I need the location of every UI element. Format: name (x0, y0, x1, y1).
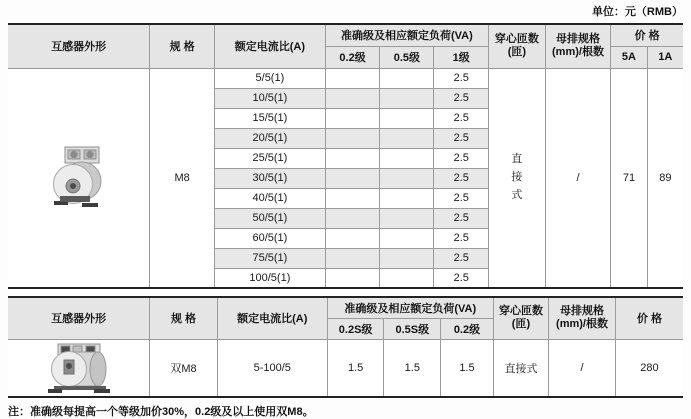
double-m8-photo-cell (8, 339, 150, 397)
class-0p2-cell (325, 168, 380, 188)
class-0p2-cell (325, 68, 380, 88)
ratio-cell: 5-100/5 (217, 339, 327, 397)
price-table-m8 (8, 23, 683, 289)
class-0p2-cell (325, 148, 380, 168)
class-1-cell: 2.5 (434, 208, 489, 228)
ratio-cell: 10/5(1) (215, 88, 326, 108)
turns-cell: 直接式 (493, 339, 548, 397)
class-0p5s-cell: 1.5 (384, 339, 441, 397)
ratio-cell: 50/5(1) (215, 208, 326, 228)
ratio-cell: 25/5(1) (215, 148, 326, 168)
header-transformer-shape: 互感器外形 (8, 24, 150, 68)
class-0p2-cell (325, 268, 380, 288)
class-0p2-cell (325, 248, 380, 268)
header-through-turns (493, 297, 548, 339)
m8-photo-cell (8, 68, 150, 288)
header-busbar-spec-line2: (mm)/根数 (552, 46, 604, 59)
header-through-turns-line1: 穿心匝数 (494, 32, 539, 45)
footnote: 注：准确级每提高一个等级加价30%，0.2级及以上使用双M8。 (8, 405, 314, 418)
table1-header (8, 24, 683, 68)
ratio-cell: 60/5(1) (215, 228, 326, 248)
table2-header (8, 297, 683, 339)
header-busbar-spec (545, 24, 610, 68)
class-1-cell: 2.5 (434, 228, 489, 248)
table2-body (8, 339, 683, 397)
class-1-cell: 2.5 (434, 168, 489, 188)
m8-product-photo-icon (46, 144, 112, 212)
class-0p2-cell (325, 188, 380, 208)
class-0p5-cell (380, 228, 434, 248)
ratio-cell: 100/5(1) (215, 268, 326, 288)
class-0p5-cell (380, 68, 434, 88)
header-class-0p2: 0.2级 (441, 318, 494, 339)
ratio-cell: 75/5(1) (215, 248, 326, 268)
busbar-cell: / (545, 68, 610, 288)
header-busbar-spec-line1: 母排规格 (560, 304, 605, 317)
price-cell: 280 (615, 339, 683, 397)
header-price-1a: 1A (647, 46, 683, 68)
class-1-cell: 2.5 (434, 268, 489, 288)
busbar-cell: / (549, 339, 616, 397)
ratio-cell: 15/5(1) (215, 108, 326, 128)
header-busbar-spec (549, 297, 616, 339)
table-row (8, 339, 683, 397)
turns-value: 直接式 (511, 153, 523, 201)
ratio-cell: 5/5(1) (215, 68, 326, 88)
header-through-turns (489, 24, 546, 68)
header-class-0p5s: 0.5S级 (384, 318, 441, 339)
header-busbar-spec-line2: (mm)/根数 (556, 318, 608, 331)
header-accuracy-group: 准确级及相应额定负荷(VA) (327, 297, 493, 318)
class-1-cell: 2.5 (434, 128, 489, 148)
header-rated-current-ratio: 额定电流比(A) (215, 24, 326, 68)
class-0p5-cell (380, 168, 434, 188)
header-class-1: 1级 (434, 46, 489, 68)
spec-cell: 双M8 (150, 339, 218, 397)
price-1a-cell: 89 (647, 68, 683, 288)
ratio-cell: 30/5(1) (215, 168, 326, 188)
class-0p5-cell (380, 188, 434, 208)
class-1-cell: 2.5 (434, 108, 489, 128)
header-through-turns-line2: (匝) (507, 46, 527, 59)
header-rated-current-ratio: 额定电流比(A) (217, 297, 327, 339)
table-row (8, 68, 683, 88)
price-5a-cell: 71 (611, 68, 647, 288)
class-1-cell: 2.5 (434, 248, 489, 268)
header-price: 价 格 (615, 297, 683, 339)
class-0p5-cell (380, 108, 434, 128)
header-accuracy-group: 准确级及相应额定负荷(VA) (325, 24, 488, 46)
class-0p2-cell (325, 88, 380, 108)
double-m8-product-photo-icon (42, 342, 116, 394)
header-price-group: 价 格 (611, 24, 683, 46)
turns-cell (489, 68, 546, 288)
class-0p5-cell (380, 248, 434, 268)
header-through-turns-line1: 穿心匝数 (498, 304, 543, 317)
class-0p2-cell: 1.5 (441, 339, 494, 397)
class-0p2-cell (325, 228, 380, 248)
header-class-0p2s: 0.2S级 (327, 318, 384, 339)
class-0p5-cell (380, 268, 434, 288)
class-0p2s-cell: 1.5 (327, 339, 384, 397)
ratio-cell: 20/5(1) (215, 128, 326, 148)
class-1-cell: 2.5 (434, 148, 489, 168)
header-spec: 规 格 (150, 297, 218, 339)
header-class-0p5: 0.5级 (380, 46, 434, 68)
class-0p5-cell (380, 208, 434, 228)
header-busbar-spec-line1: 母排规格 (556, 32, 600, 45)
class-0p2-cell (325, 128, 380, 148)
header-transformer-shape: 互感器外形 (8, 297, 150, 339)
class-1-cell: 2.5 (434, 68, 489, 88)
price-table-double-m8 (8, 296, 683, 398)
table-gap (8, 289, 683, 296)
ratio-cell: 40/5(1) (215, 188, 326, 208)
spec-cell: M8 (150, 68, 215, 288)
class-0p2-cell (325, 108, 380, 128)
class-1-cell: 2.5 (434, 188, 489, 208)
class-0p5-cell (380, 128, 434, 148)
class-1-cell: 2.5 (434, 88, 489, 108)
header-through-turns-line2: (匝) (511, 318, 531, 331)
unit-label: 单位：元（RMB） (591, 6, 683, 18)
header-class-0p2: 0.2级 (325, 46, 380, 68)
class-0p2-cell (325, 208, 380, 228)
header-spec: 规 格 (150, 24, 215, 68)
class-0p5-cell (380, 88, 434, 108)
table1-body (8, 68, 683, 288)
class-0p5-cell (380, 148, 434, 168)
header-price-5a: 5A (611, 46, 647, 68)
